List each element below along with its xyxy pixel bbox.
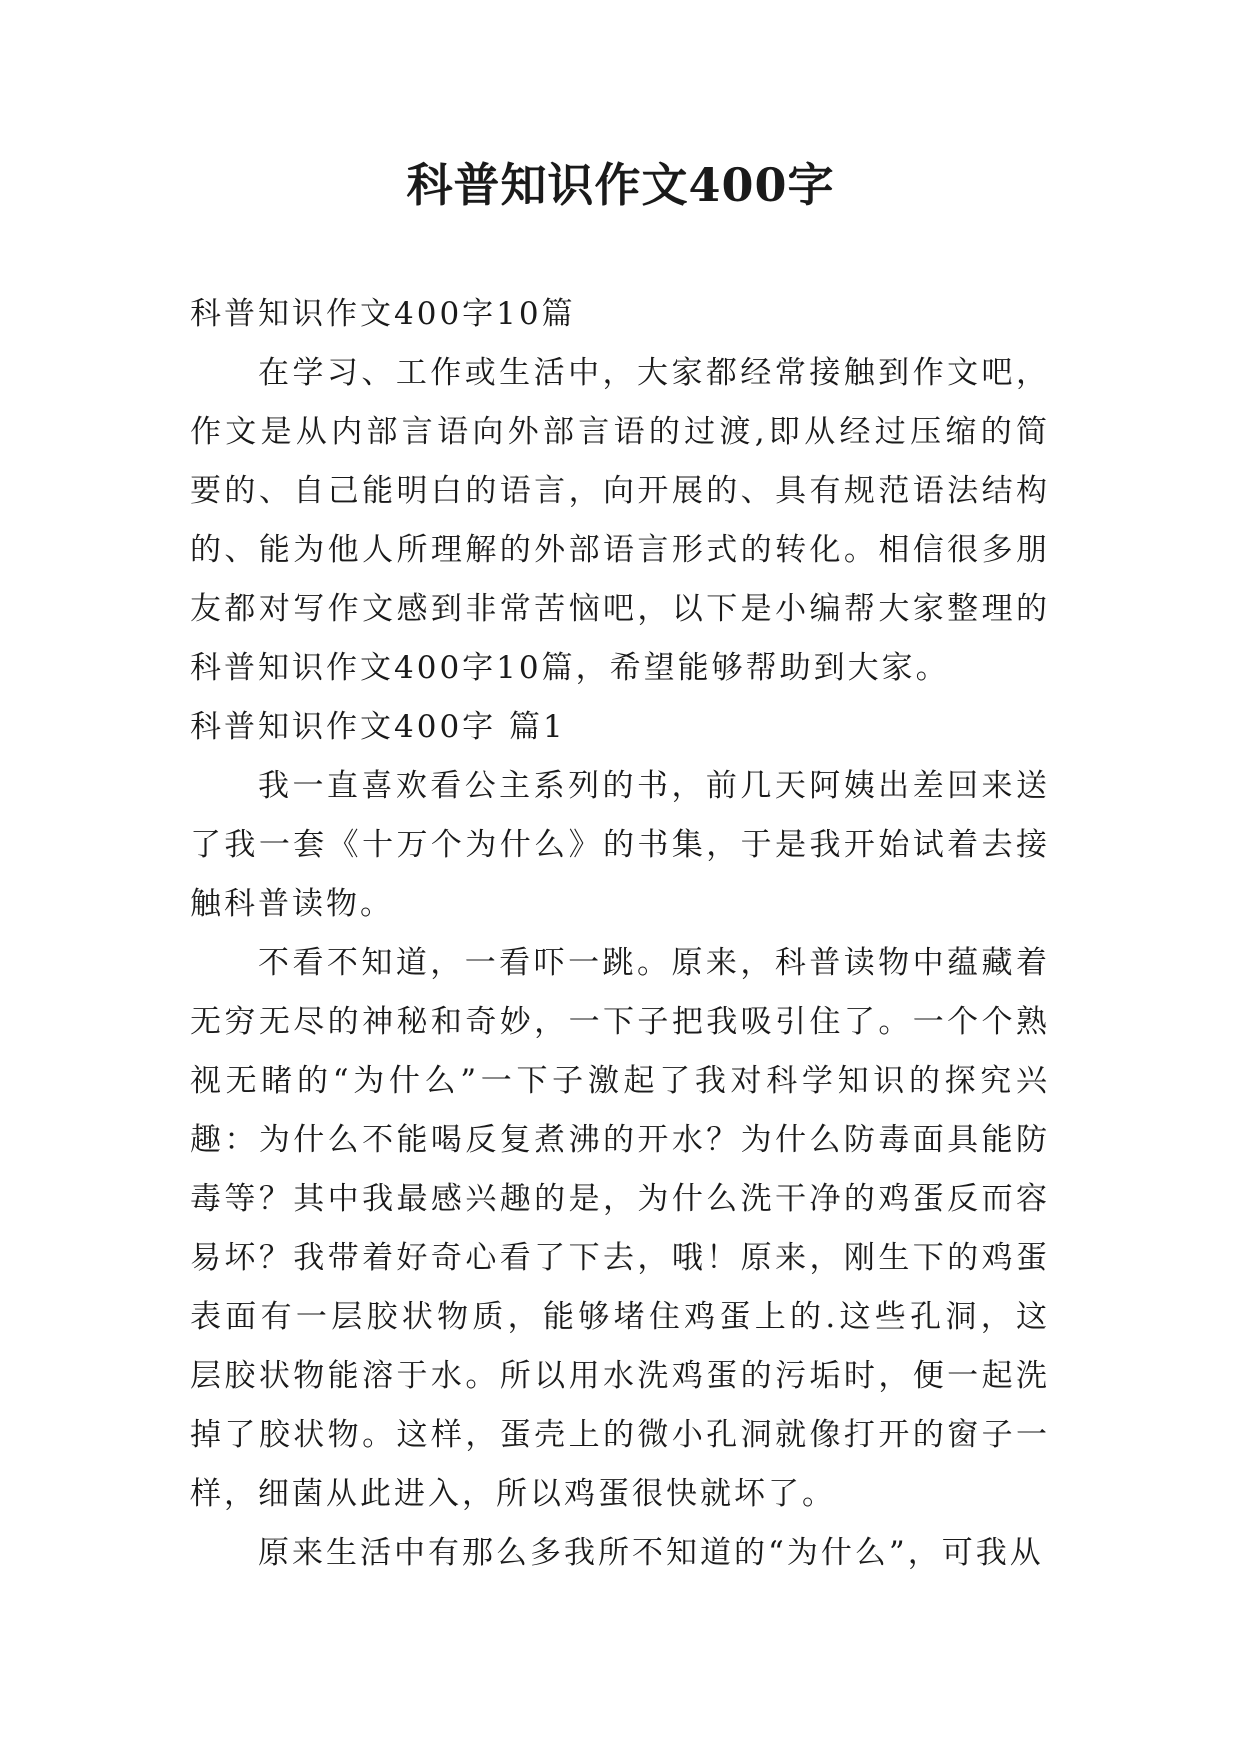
document-subtitle: 科普知识作文400字10篇 — [190, 296, 576, 332]
document-title: 科普知识作文400字 — [406, 158, 835, 212]
intro-paragraph: 在学习、工作或生活中，大家都经常接触到作文吧，作文是从内部言语向外部言语的过渡,即从经过压缩的简要的、自己能明白的语言，向开展的、具有规范语法结构的、能为他人所理解的外部语言形式的转化。相信很多朋友都对写作文感到非常苦恼吧，以下是小编帮大家整理的科普知识作文400字10篇，希望能够帮助到大家。 — [190, 355, 1050, 686]
body-paragraph-1: 我一直喜欢看公主系列的书，前几天阿姨出差回来送了我一套《十万个为什么》的书集，于是我开始试着去接触科普读物。 — [190, 768, 1050, 922]
body-paragraph-3: 原来生活中有那么多我所不知道的“为什么”，可我从 — [258, 1535, 1044, 1571]
section-heading: 科普知识作文400字 篇1 — [190, 709, 566, 745]
document-body — [190, 285, 1050, 1583]
body-paragraph-2: 不看不知道，一看吓一跳。原来，科普读物中蕴藏着无穷无尽的神秘和奇妙，一下子把我吸引住了。一个个熟视无睹的“为什么”一下子激起了我对科学知识的探究兴趣：为什么不能喝反复煮沸的开水？为什么防毒面具能防毒等？其中我最感兴趣的是，为什么洗干净的鸡蛋反而容易坏？我带着好奇心看了下去，哦！原来，刚生下的鸡蛋表面有一层胶状物质，能够堵住鸡蛋上的.这些孔洞，这层胶状物能溶于水。所以用水洗鸡蛋的污垢时，便一起洗掉了胶状物。这样，蛋壳上的微小孔洞就像打开的窗子一样，细菌从此进入，所以鸡蛋很快就坏了。 — [190, 945, 1050, 1512]
